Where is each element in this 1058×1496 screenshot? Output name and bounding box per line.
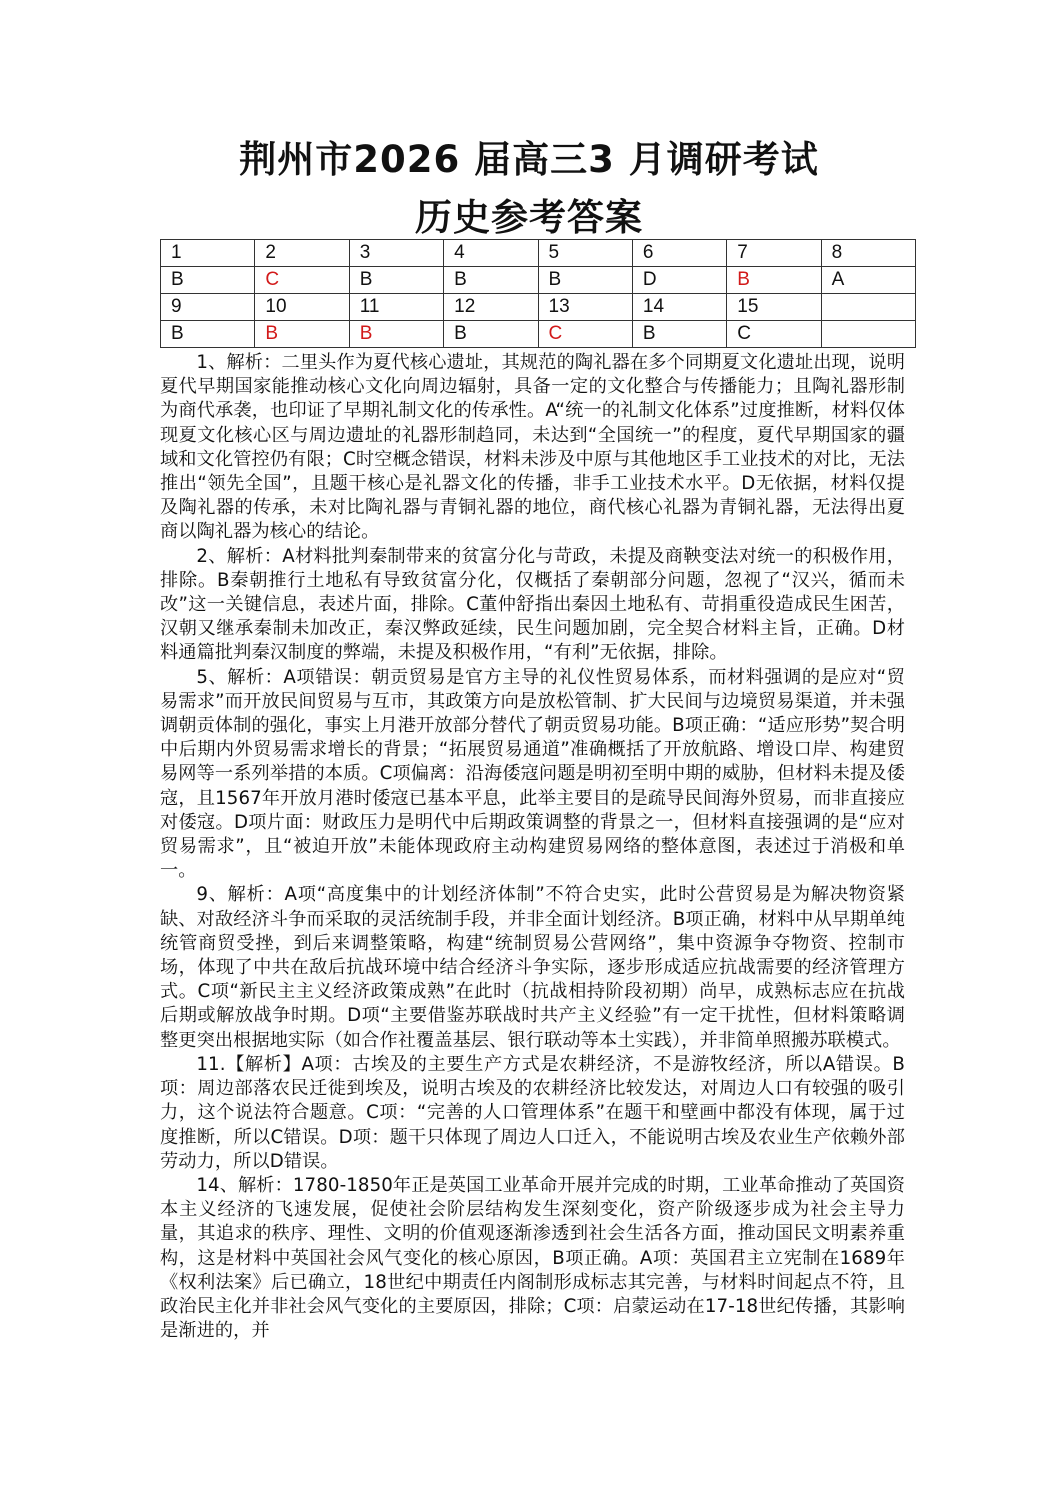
answer-table-row: [161, 240, 916, 267]
explanation-q2: 2、解析：A材料批判秦制带来的贫富分化与苛政，未提及商鞅变法对统一的积极作用，排除。B秦朝推行土地私有导致贫富分化，仅概括了秦朝部分问题，忽视了“汉兴，循而未改”这一关键信息，表述片面，排除。C董仲舒指出秦因土地私有、苛捐重役造成民生困苦，汉朝又继承秦制未加改正，秦汉弊政延续，民生问题加剧，完全契合材料主旨，正确。D材料通篇批判秦汉制度的弊端，未提及积极作用，“有利”无依据，排除。: [160, 545, 905, 664]
explanation-q9: 9、解析：A项“高度集中的计划经济体制”不符合史实，此时公营贸易是为解决物资紧缺、对敌经济斗争而采取的灵活统制手段，并非全面计划经济。B项正确，材料中从早期单纯统管商贸受挫，到后来调整策略，构建“统制贸易公营网络”，集中资源争夺物资、控制市场，体现了中共在敌后抗战环境中结合经济斗争实际，逐步形成适应抗战需要的经济管理方式。C项“新民主主义经济政策成熟”在此时（抗战相持阶段初期）尚早，成熟标志应在抗战后期或解放战争时期。D项“主要借鉴苏联战时共产主义经验”有一定干扰性，但材料策略调整更突出根据地实际（如合作社覆盖基层、银行联动等本土实践），并非简单照搬苏联模式。: [160, 884, 905, 1051]
answer-table: [160, 239, 916, 348]
answer-table-cell: B: [161, 321, 255, 348]
answer-table-cell: A: [821, 267, 915, 294]
explanation-q11: 11.【解析】A项：古埃及的主要生产方式是农耕经济，不是游牧经济，所以A错误。B项：周边部落农民迁徙到埃及，说明古埃及的农耕经济比较发达，对周边人口有较强的吸引力，这个说法符合题意。C项：“完善的人口管理体系”在题干和壁画中都没有体现，属于过度推断，所以C错误。D项：题干只体现了周边人口迁入，不能说明古埃及农业生产依赖外部劳动力，所以D错误。: [160, 1053, 905, 1172]
answer-table-cell: 3: [349, 240, 443, 267]
answer-table-cell: 8: [821, 240, 915, 267]
answer-table-cell: 4: [444, 240, 538, 267]
answer-table-cell: 12: [444, 294, 538, 321]
answer-table-cell: 7: [727, 240, 821, 267]
document-title: 荆州市2026 届高三3 月调研考试: [239, 138, 819, 181]
explanations-section: [160, 351, 905, 1343]
answer-table-cell: 5: [538, 240, 632, 267]
answer-table-cell: 2: [255, 240, 349, 267]
answer-table-row: [161, 267, 916, 294]
answer-table-cell: [821, 321, 915, 348]
answer-table-cell: B: [349, 267, 443, 294]
answer-table-cell: 11: [349, 294, 443, 321]
answer-table-cell: 10: [255, 294, 349, 321]
answer-table-row: [161, 294, 916, 321]
answer-table-cell: 13: [538, 294, 632, 321]
answer-table-cell: 14: [632, 294, 726, 321]
answer-table-cell: D: [632, 267, 726, 294]
answer-table-cell: B: [349, 321, 443, 348]
answer-table-cell: 1: [161, 240, 255, 267]
explanation-q1: 1、解析：二里头作为夏代核心遗址，其规范的陶礼器在多个同期夏文化遗址出现，说明夏代早期国家能推动核心文化向周边辐射，具备一定的文化整合与传播能力；且陶礼器形制为商代承袭，也印证了早期礼制文化的传承性。A“统一的礼制文化体系”过度推断，材料仅体现夏文化核心区与周边遗址的礼器形制趋同，未达到“全国统一”的程度，夏代早期国家的疆域和文化管控仍有限；C时空概念错误，材料未涉及中原与其他地区手工业技术的对比，无法推出“领先全国”，且题干核心是礼器文化的传播，非手工业技术水平。D无依据，材料仅提及陶礼器的传承，未对比陶礼器与青铜礼器的地位，商代核心礼器为青铜礼器，无法得出夏商以陶礼器为核心的结论。: [160, 352, 905, 543]
answer-table-row: [161, 321, 916, 348]
answer-table-cell: B: [632, 321, 726, 348]
answer-table-cell: B: [444, 321, 538, 348]
answer-table-cell: C: [538, 321, 632, 348]
answer-table-cell: B: [727, 267, 821, 294]
answer-table-cell: 9: [161, 294, 255, 321]
answer-table-cell: C: [255, 267, 349, 294]
explanation-q5: 5、解析：A项错误：朝贡贸易是官方主导的礼仪性贸易体系，而材料强调的是应对“贸易需求”而开放民间贸易与互市，其政策方向是放松管制、扩大民间与边境贸易渠道，并未强调朝贡体制的强化，事实上月港开放部分替代了朝贡贸易功能。B项正确：“适应形势”契合明中后期内外贸易需求增长的背景；“拓展贸易通道”准确概括了开放航路、增设口岸、构建贸易网等一系列举措的本质。C项偏离：沿海倭寇问题是明初至明中期的威胁，但材料未提及倭寇，且1567年开放月港时倭寇已基本平息，此举主要目的是疏导民间海外贸易，而非直接应对倭寇。D项片面：财政压力是明代中后期政策调整的背景之一，但材料直接强调的是“应对贸易需求”，且“被迫开放”未能体现政府主动构建贸易网络的整体意图，表述过于消极和单一。: [160, 666, 905, 882]
answer-table-cell: B: [161, 267, 255, 294]
answer-table-cell: [821, 294, 915, 321]
answer-table-cell: 6: [632, 240, 726, 267]
answer-table-cell: B: [255, 321, 349, 348]
explanation-q14: 14、解析：1780-1850年正是英国工业革命开展并完成的时期，工业革命推动了英国资本主义经济的飞速发展，促使社会阶层结构发生深刻变化，资产阶级逐步成为社会主导力量，其追求的秩序、理性、文明的价值观逐渐渗透到社会生活各方面，推动国民文明素养重构，这是材料中英国社会风气变化的核心原因，B项正确。A项：英国君主立宪制在1689年《权利法案》后已确立，18世纪中期责任内阁制形成标志其完善，与材料时间起点不符，且政治民主化并非社会风气变化的主要原因，排除；C项：启蒙运动在17-18世纪传播，其影响是渐进的，并: [160, 1174, 905, 1342]
answer-table-cell: B: [444, 267, 538, 294]
answer-table-cell: B: [538, 267, 632, 294]
document-subtitle: 历史参考答案: [415, 196, 643, 239]
answer-table-cell: C: [727, 321, 821, 348]
answer-table-cell: 15: [727, 294, 821, 321]
